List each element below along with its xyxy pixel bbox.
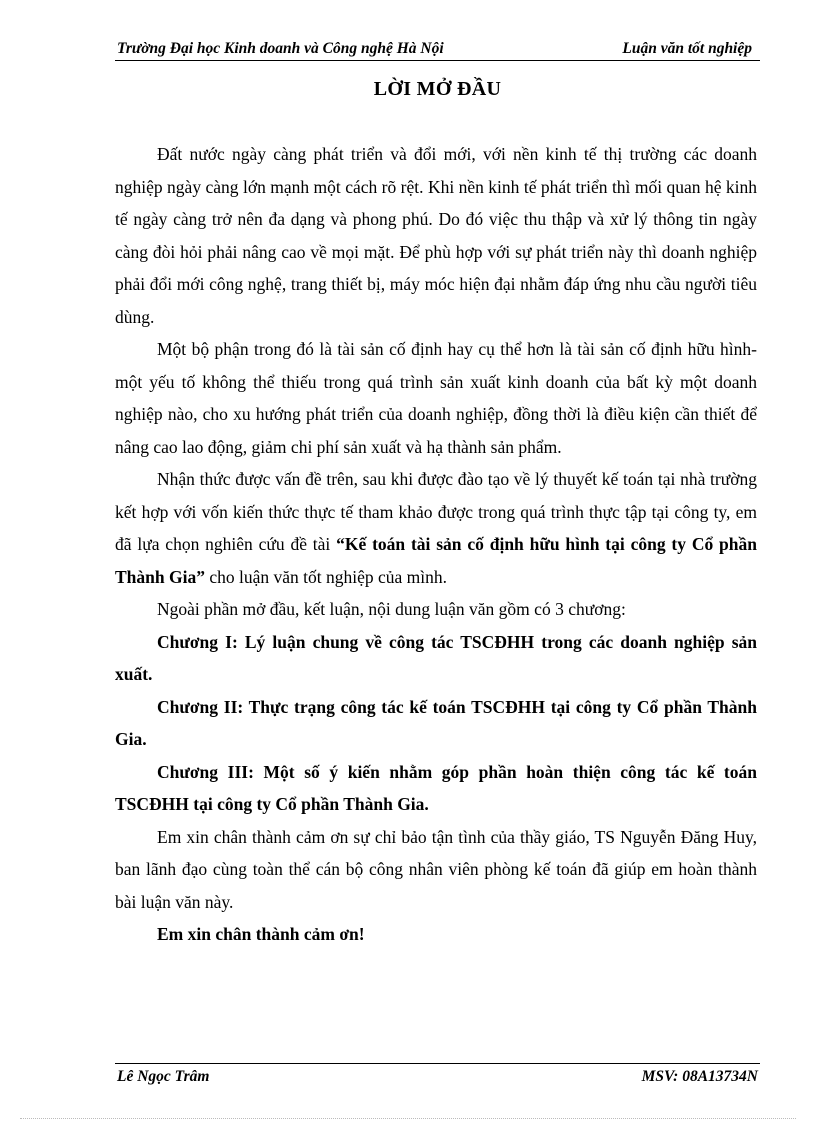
- paragraph-3: [115, 463, 757, 593]
- closing-thanks: Em xin chân thành cảm ơn!: [157, 924, 365, 944]
- chapter-2: Chương II: Thực trạng công tác kế toán TSCĐHH tại công ty Cổ phần Thành Gia.: [115, 696, 757, 749]
- page-footer: [115, 1063, 760, 1085]
- header-doc-type: Luận văn tốt nghiệp: [622, 40, 752, 57]
- header-school: Trường Đại học Kinh doanh và Công nghệ Hà Nội: [117, 40, 444, 57]
- footer-student-id: MSV: 08A13734N: [641, 1068, 758, 1085]
- chapter-3: Chương III: Một số ý kiến nhằm góp phần hoàn thiện công tác kế toán TSCĐHH tại công ty Cổ phần Thành Gia.: [115, 761, 757, 814]
- paragraph-2: Một bộ phận trong đó là tài sản cố định hay cụ thể hơn là tài sản cố định hữu hình- một yếu tố không thể thiếu trong quá trình sản xuất kinh doanh của bất kỳ một doanh nghiệp nào, cho xu hướng phát triển của doanh nghiệp, đồng thời là điều kiện cần thiết để nâng cao lao động, giảm chi phí sản xuất và hạ thành sản phẩm.: [115, 339, 757, 457]
- page-edge-divider: [20, 1118, 796, 1119]
- paragraph-1: Đất nước ngày càng phát triển và đổi mới, với nền kinh tế thị trường các doanh nghiệp ngày càng lớn mạnh một cách rõ rệt. Khi nền kinh tế phát triển thì mối quan hệ kinh tế ngày càng trở nên đa dạng và phong phú. Do đó việc thu thập và xử lý thông tin ngày càng đòi hỏi phải nâng cao về mọi mặt. Để phù hợp với sự phát triển này thì doanh nghiệp phải đổi mới công nghệ, trang thiết bị, máy móc hiện đại nhằm đáp ứng nhu cầu người tiêu dùng.: [115, 144, 757, 327]
- footer-author: Lê Ngọc Trâm: [117, 1068, 210, 1085]
- chapter-1: Chương I: Lý luận chung về công tác TSCĐHH trong các doanh nghiệp sản xuất.: [115, 631, 757, 684]
- document-body: [115, 138, 757, 951]
- paragraph-4: Ngoài phần mở đầu, kết luận, nội dung luận văn gồm có 3 chương:: [157, 599, 626, 619]
- page-title: LỜI MỞ ĐẦU: [373, 78, 502, 100]
- page-header: [115, 38, 760, 61]
- thesis-topic: “Kế toán tài sản cố định hữu hình tại công ty Cổ phần Thành Gia”: [115, 534, 757, 587]
- paragraph-3-intro: Nhận thức được vấn đề trên, sau khi được đào tạo về lý thuyết kế toán tại nhà trường kết hợp với vốn kiến thức thực tế tham khảo được trong quá trình thực tập tại công ty, em đã lựa chọn nghiên cứu đề tài: [115, 469, 757, 554]
- paragraph-3-end: cho luận văn tốt nghiệp của mình.: [204, 566, 448, 587]
- paragraph-5: Em xin chân thành cảm ơn sự chỉ bảo tận tình của thầy giáo, TS Nguyễn Đăng Huy, ban lãnh đạo cùng toàn thể cán bộ công nhân viên phòng kế toán đã giúp em hoàn thành bài luận văn này.: [115, 826, 757, 912]
